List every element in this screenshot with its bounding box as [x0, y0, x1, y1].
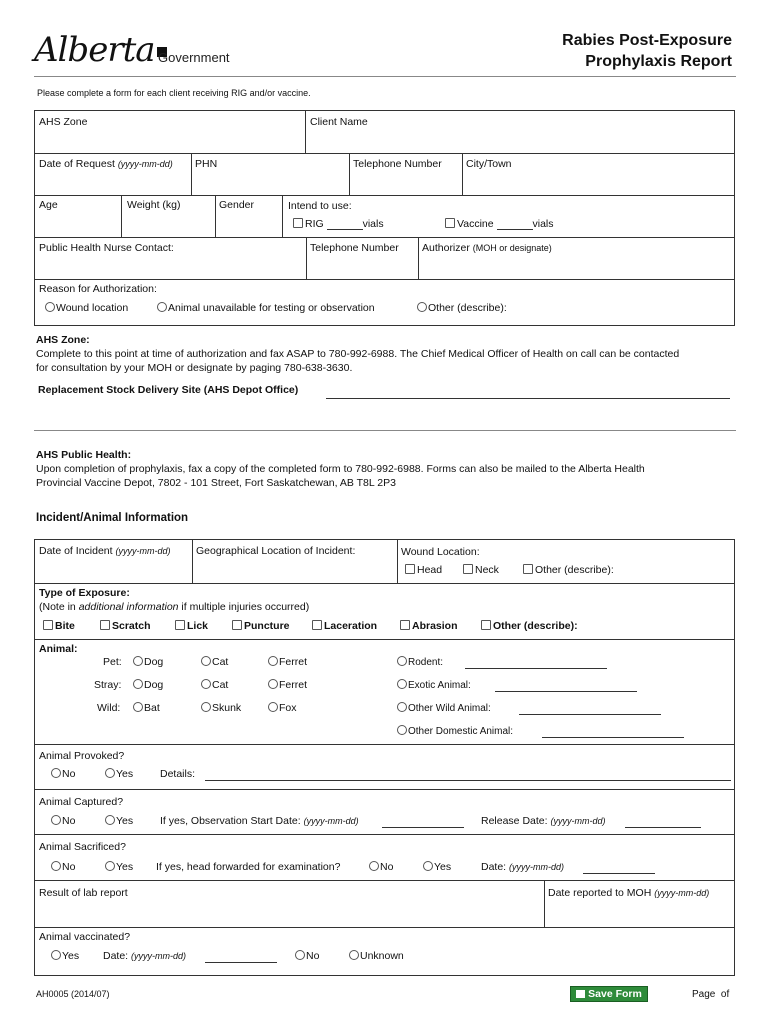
stray-cat[interactable]: Cat: [201, 679, 228, 691]
authorizer-label: Authorizer (MOH or designate): [422, 242, 552, 254]
stray-ferret[interactable]: Ferret: [268, 679, 307, 691]
other-wild-radio[interactable]: [397, 702, 407, 712]
pet-ferret[interactable]: Ferret: [268, 656, 307, 668]
provoked-no[interactable]: No: [51, 768, 75, 780]
type-exposure-heading: Type of Exposure:: [39, 587, 130, 599]
geo-location-label: Geographical Location of Incident:: [196, 545, 356, 557]
exposure-other[interactable]: Other (describe):: [481, 620, 578, 632]
provoked-yes[interactable]: Yes: [105, 768, 133, 780]
lab-result-label: Result of lab report: [39, 887, 128, 899]
city-label: City/Town: [466, 158, 512, 170]
wound-location-option[interactable]: Wound location: [45, 302, 128, 314]
ahs-zone-text-1: Complete to this point at time of authorization and fax ASAP to 780-992-6988. The Chief Medical Officer of Health on call can be contacted: [36, 348, 680, 360]
rig-checkbox[interactable]: [293, 218, 303, 228]
other-domestic-option[interactable]: Other Domestic Animal:: [397, 725, 513, 737]
public-health-text-2: Provincial Vaccine Depot, 7802 - 101 Street, Fort Saskatchewan, AB T8L 2P3: [36, 477, 396, 489]
section-divider: [34, 430, 736, 431]
pet-ferret-radio[interactable]: [268, 656, 278, 666]
lick-checkbox[interactable]: [175, 620, 185, 630]
rodent-option[interactable]: Rodent:: [397, 656, 443, 668]
phn-label: PHN: [195, 158, 218, 170]
reported-moh-label: Date reported to MOH (yyyy-mm-dd): [548, 887, 710, 899]
rodent-radio[interactable]: [397, 656, 407, 666]
pet-cat[interactable]: Cat: [201, 656, 228, 668]
details-label: Details:: [160, 768, 196, 780]
head-checkbox[interactable]: [405, 564, 415, 574]
age-label: Age: [39, 199, 58, 211]
vaccinated-unknown[interactable]: Unknown: [349, 950, 404, 962]
provoked-yes-radio[interactable]: [105, 768, 115, 778]
exposure-puncture[interactable]: Puncture: [232, 620, 290, 632]
exposure-scratch[interactable]: Scratch: [100, 620, 151, 632]
pet-cat-radio[interactable]: [201, 656, 211, 666]
client-info-box: [34, 110, 735, 326]
exposure-abrasion[interactable]: Abrasion: [400, 620, 458, 632]
pet-dog[interactable]: Dog: [133, 656, 163, 668]
puncture-checkbox[interactable]: [232, 620, 242, 630]
pet-label: Pet:: [103, 656, 122, 668]
captured-yes[interactable]: Yes: [105, 815, 133, 827]
date-of-incident-label: Date of Incident (yyyy-mm-dd): [39, 545, 171, 557]
observation-start-label: If yes, Observation Start Date: (yyyy-mm-dd): [160, 815, 359, 827]
stray-dog-radio[interactable]: [133, 679, 143, 689]
page-number: Page of: [692, 989, 730, 1000]
sacrificed-date-input[interactable]: [583, 873, 655, 874]
other-reason-option[interactable]: Other (describe):: [417, 302, 507, 314]
phn-contact-label: Public Health Nurse Contact:: [39, 242, 174, 254]
head-forwarded-no-radio[interactable]: [369, 861, 379, 871]
head-forwarded-yes[interactable]: Yes: [423, 861, 451, 873]
exotic-option[interactable]: Exotic Animal:: [397, 679, 471, 691]
ahs-zone-text-2: for consultation by your MOH or designate by paging 780-638-3630.: [36, 362, 353, 374]
release-date-label: Release Date: (yyyy-mm-dd): [481, 815, 606, 827]
other-wound-checkbox[interactable]: [523, 564, 533, 574]
other-wild-input[interactable]: [519, 714, 661, 715]
vaccinated-no-radio[interactable]: [295, 950, 305, 960]
telephone-label: Telephone Number: [353, 158, 442, 170]
sacrificed-no-radio[interactable]: [51, 861, 61, 871]
wound-location-label: Wound Location:: [401, 546, 480, 558]
vaccinated-label: Animal vaccinated?: [39, 931, 131, 943]
head-forwarded-yes-radio[interactable]: [423, 861, 433, 871]
vaccine-option[interactable]: Vaccine vials: [445, 218, 554, 230]
wild-fox-radio[interactable]: [268, 702, 278, 712]
captured-yes-radio[interactable]: [105, 815, 115, 825]
wild-skunk[interactable]: Skunk: [201, 702, 241, 714]
wild-bat[interactable]: Bat: [133, 702, 160, 714]
form-code: AH0005 (2014/07): [36, 989, 110, 999]
vaccinated-date-label: Date: (yyyy-mm-dd): [103, 950, 187, 962]
exposure-laceration[interactable]: Laceration: [312, 620, 377, 632]
animal-unavailable-option[interactable]: Animal unavailable for testing or observation: [157, 302, 375, 314]
neck-checkbox[interactable]: [463, 564, 473, 574]
client-name-label: Client Name: [310, 116, 368, 128]
rodent-input[interactable]: [465, 668, 607, 669]
incident-heading: Incident/Animal Information: [36, 512, 189, 524]
vaccinated-no[interactable]: No: [295, 950, 319, 962]
abrasion-checkbox[interactable]: [400, 620, 410, 630]
bite-checkbox[interactable]: [43, 620, 53, 630]
vaccinated-unknown-radio[interactable]: [349, 950, 359, 960]
provoked-no-radio[interactable]: [51, 768, 61, 778]
other-reason-radio[interactable]: [417, 302, 427, 312]
stray-dog[interactable]: Dog: [133, 679, 163, 691]
sacrificed-label: Animal Sacrificed?: [39, 841, 126, 853]
head-forwarded-label: If yes, head forwarded for examination?: [156, 861, 341, 873]
ahs-zone-label: AHS Zone: [39, 116, 88, 128]
other-exposure-checkbox[interactable]: [481, 620, 491, 630]
animal-unavailable-radio[interactable]: [157, 302, 167, 312]
provoked-label: Animal Provoked?: [39, 750, 125, 762]
replacement-stock-label: Replacement Stock Delivery Site (AHS Depot Office): [38, 384, 299, 396]
animal-heading: Animal:: [39, 643, 78, 655]
sacrificed-date-label: Date: (yyyy-mm-dd): [481, 861, 565, 873]
details-input[interactable]: [205, 780, 731, 781]
alberta-logo: Alberta: [34, 30, 167, 70]
exotic-radio[interactable]: [397, 679, 407, 689]
vaccinated-yes-radio[interactable]: [51, 950, 61, 960]
other-domestic-input[interactable]: [542, 737, 684, 738]
stray-ferret-radio[interactable]: [268, 679, 278, 689]
sacrificed-no[interactable]: No: [51, 861, 75, 873]
scratch-checkbox[interactable]: [100, 620, 110, 630]
stray-cat-radio[interactable]: [201, 679, 211, 689]
sacrificed-yes[interactable]: Yes: [105, 861, 133, 873]
rig-option[interactable]: RIG vials: [293, 218, 384, 230]
ahs-zone-heading: AHS Zone:: [36, 334, 90, 346]
vaccinated-yes[interactable]: Yes: [51, 950, 79, 962]
page-title: Rabies Post-Exposure Prophylaxis Report: [562, 32, 732, 70]
exposure-bite[interactable]: Bite: [43, 620, 75, 632]
laceration-checkbox[interactable]: [312, 620, 322, 630]
form-note: Please complete a form for each client receiving RIG and/or vaccine.: [37, 88, 311, 98]
head-forwarded-no[interactable]: No: [369, 861, 393, 873]
observation-start-input[interactable]: [382, 827, 464, 828]
date-of-request-label: Date of Request (yyyy-mm-dd): [39, 158, 173, 170]
wild-label: Wild:: [97, 702, 121, 714]
other-domestic-radio[interactable]: [397, 725, 407, 735]
neck-option[interactable]: Neck: [463, 564, 499, 576]
wild-fox[interactable]: Fox: [268, 702, 297, 714]
public-health-heading: AHS Public Health:: [36, 449, 132, 461]
pet-dog-radio[interactable]: [133, 656, 143, 666]
gender-label: Gender: [219, 199, 255, 211]
save-icon: [576, 990, 585, 998]
wild-skunk-radio[interactable]: [201, 702, 211, 712]
stray-label: Stray:: [94, 679, 122, 691]
captured-label: Animal Captured?: [39, 796, 124, 808]
type-exposure-note: (Note in additional information if multiple injuries occurred): [39, 601, 310, 613]
other-wound-option[interactable]: Other (describe):: [523, 564, 614, 576]
sacrificed-yes-radio[interactable]: [105, 861, 115, 871]
exotic-input[interactable]: [495, 691, 637, 692]
header-divider: [34, 76, 736, 77]
release-date-input[interactable]: [625, 827, 701, 828]
wild-bat-radio[interactable]: [133, 702, 143, 712]
exposure-lick[interactable]: Lick: [175, 620, 208, 632]
government-label: Government: [158, 50, 230, 65]
public-health-text-1: Upon completion of prophylaxis, fax a copy of the completed form to 780-992-6988. Forms can also be mailed to the Alberta Health: [36, 463, 645, 475]
reason-label: Reason for Authorization:: [39, 283, 157, 295]
wound-radio[interactable]: [45, 302, 55, 312]
telephone2-label: Telephone Number: [310, 242, 399, 254]
captured-no[interactable]: No: [51, 815, 75, 827]
captured-no-radio[interactable]: [51, 815, 61, 825]
weight-label: Weight (kg): [127, 199, 181, 211]
vaccinated-date-input[interactable]: [205, 962, 277, 963]
incident-box: [34, 539, 735, 976]
head-option[interactable]: Head: [405, 564, 442, 576]
vaccine-checkbox[interactable]: [445, 218, 455, 228]
other-wild-option[interactable]: Other Wild Animal:: [397, 702, 491, 714]
save-form-button[interactable]: Save Form: [570, 986, 648, 1002]
replacement-stock-input[interactable]: [326, 398, 730, 399]
intend-label: Intend to use:: [288, 200, 352, 212]
